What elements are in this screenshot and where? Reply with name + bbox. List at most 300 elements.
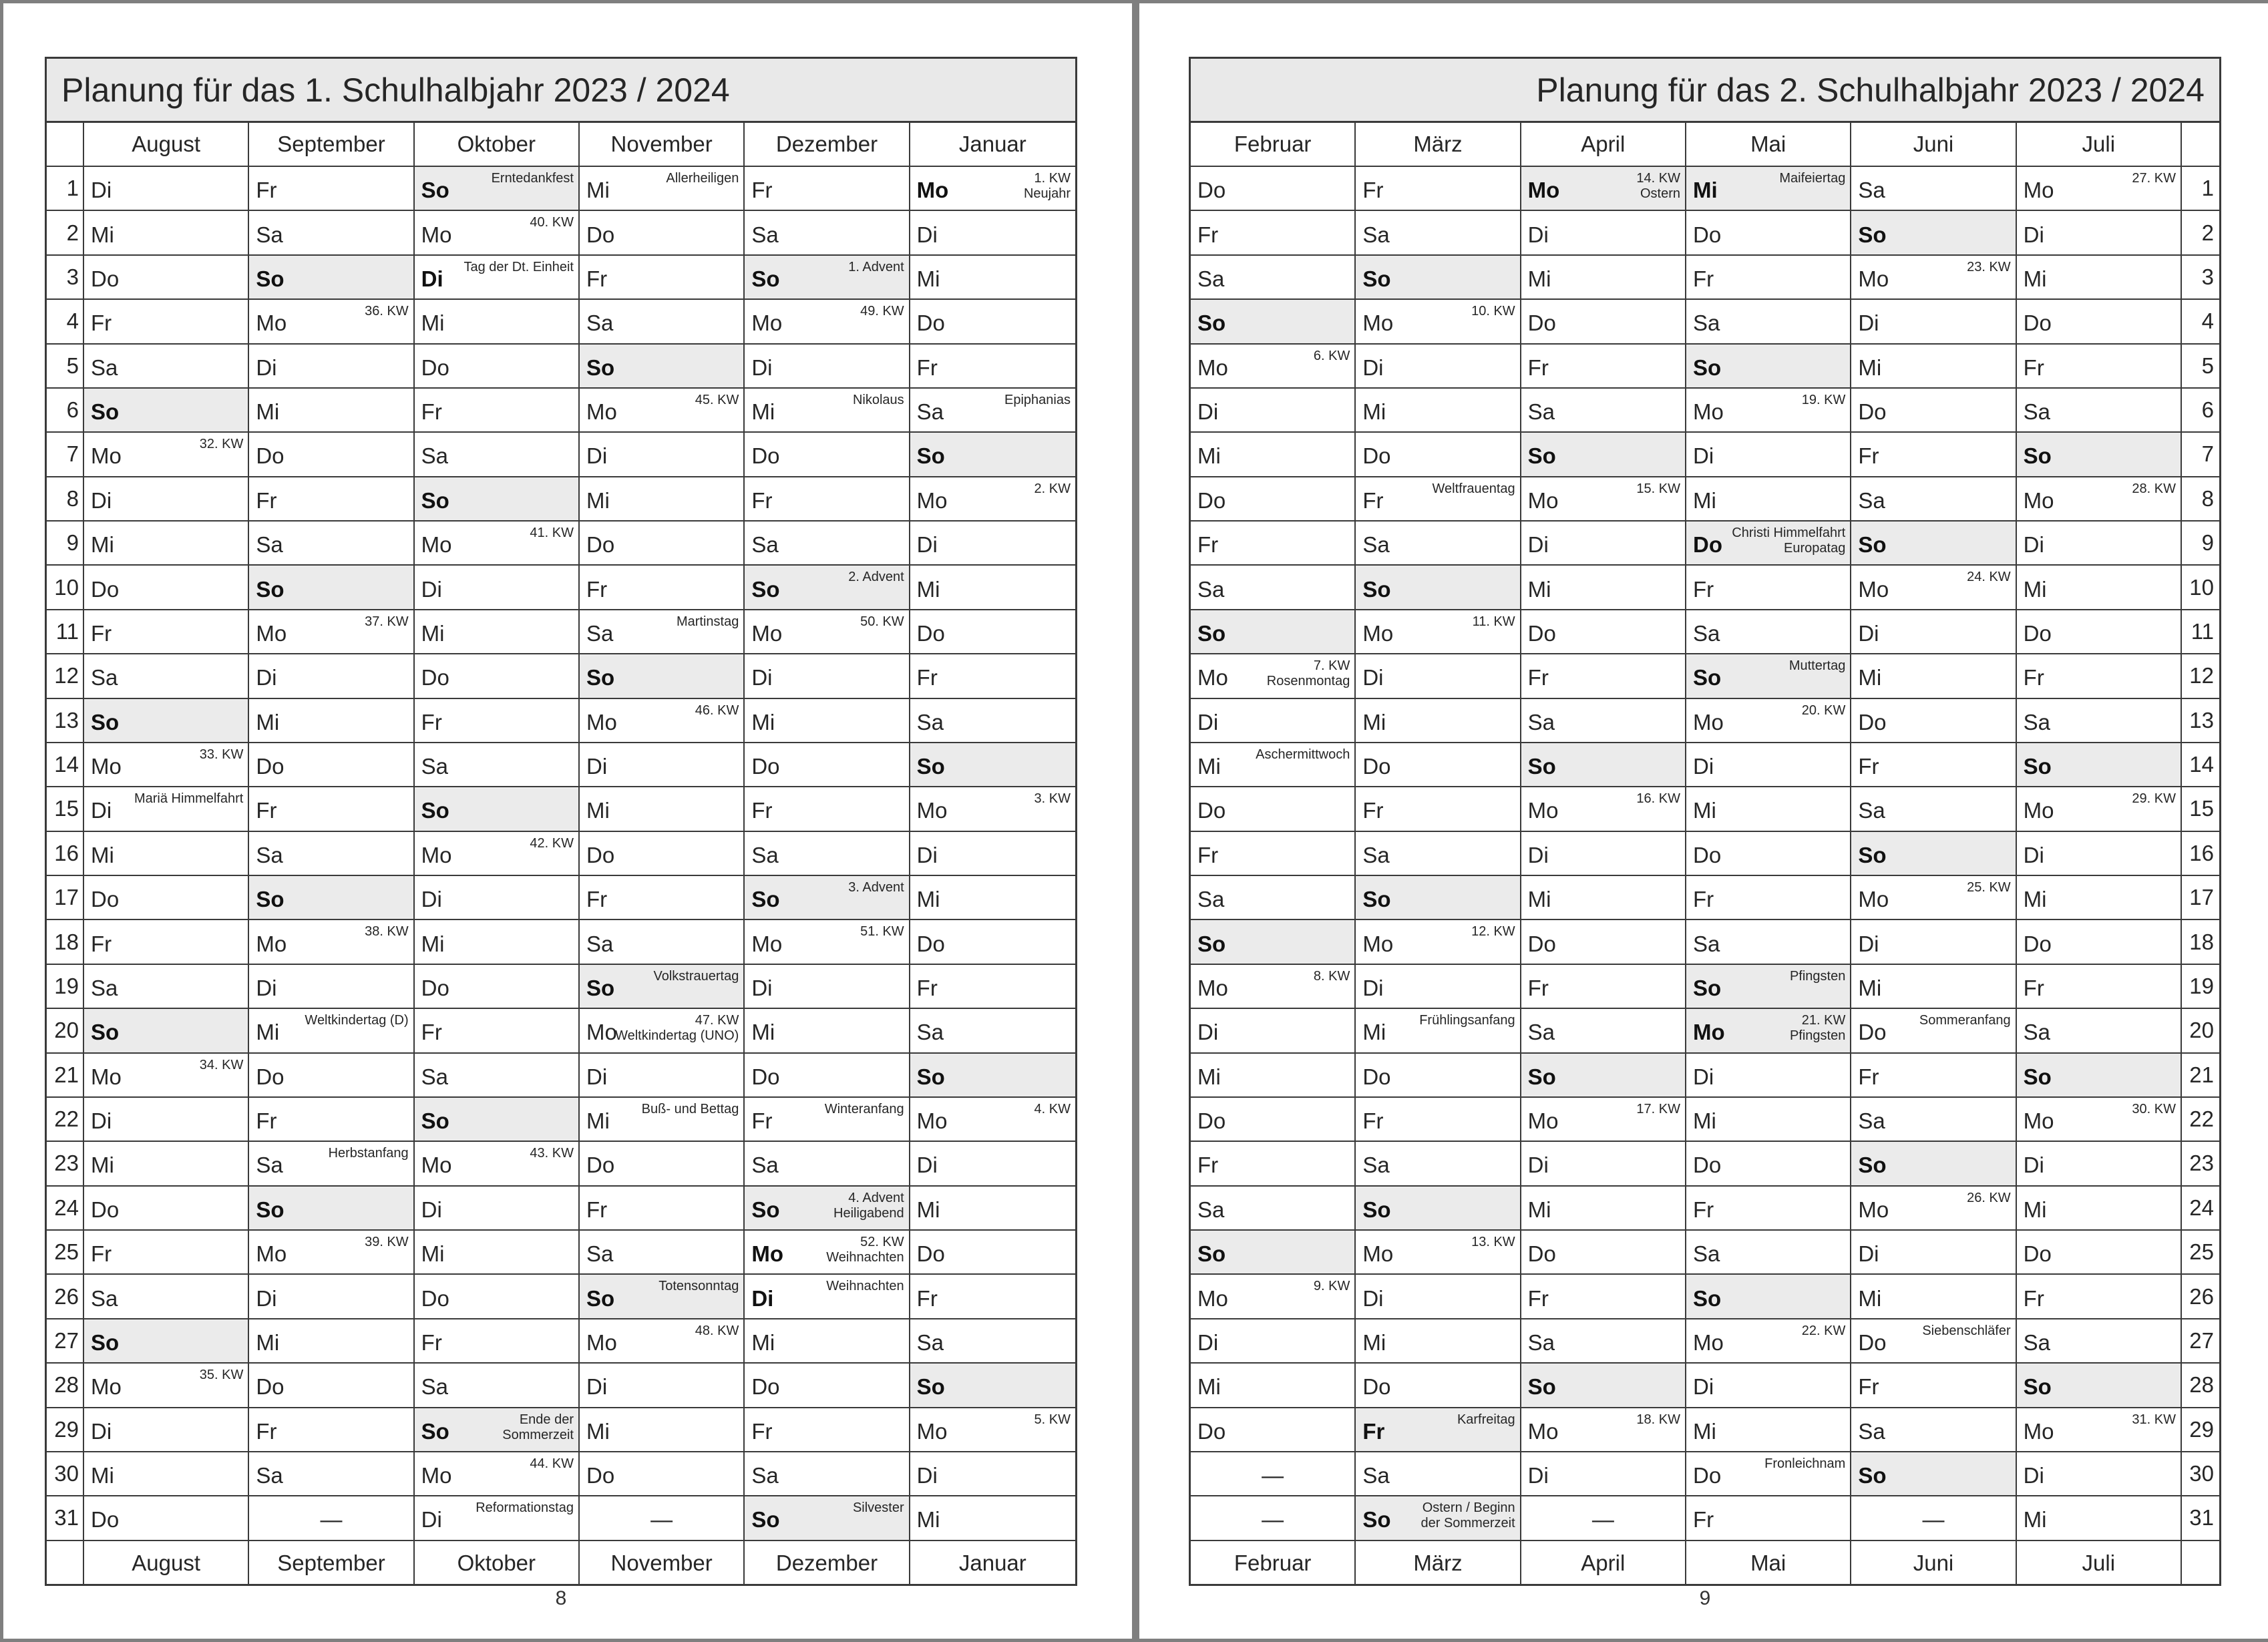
weekday-label: Do xyxy=(1362,443,1391,469)
weekday-label: Do xyxy=(256,754,285,779)
weekday-label: Mi xyxy=(916,1507,940,1532)
day-note: Reformationstag xyxy=(476,1500,574,1516)
weekday-label: Sa xyxy=(1692,620,1720,646)
weekday-label: Mi xyxy=(1197,1064,1221,1089)
weekday-label: Do xyxy=(751,1064,780,1089)
day-cell xyxy=(1521,389,1686,433)
day-cell xyxy=(745,610,910,654)
month-header: Juni xyxy=(1851,123,2016,167)
weekday-label: Mi xyxy=(1362,1329,1386,1355)
day-note: 3. Advent xyxy=(848,880,904,895)
day-cell xyxy=(910,1364,1075,1408)
weekday-label: Mo xyxy=(421,222,452,247)
day-cell xyxy=(745,743,910,787)
weekday-label: Di xyxy=(1362,355,1384,380)
day-cell xyxy=(1851,167,2016,211)
weekday-label: Fr xyxy=(1197,222,1219,247)
weekday-label: — xyxy=(320,1507,343,1532)
day-cell xyxy=(910,1187,1075,1231)
month-header: Juni xyxy=(1851,1541,2016,1585)
weekday-label: Sa xyxy=(421,443,449,469)
weekday-label: Mi xyxy=(1858,1285,1882,1311)
weekday-label: Mi xyxy=(751,1329,775,1355)
weekday-label: Sa xyxy=(256,532,283,558)
weekday-label: — xyxy=(650,1507,673,1532)
day-number: 7 xyxy=(47,433,84,477)
weekday-label: Sa xyxy=(1197,576,1225,602)
day-cell xyxy=(910,832,1075,876)
day-cell xyxy=(249,965,414,1009)
weekday-label: So xyxy=(1362,1507,1391,1532)
weekday-label: Mi xyxy=(421,620,445,646)
weekday-label: Do xyxy=(421,665,449,690)
weekday-label: Mo xyxy=(1692,399,1724,425)
day-note: 2. KW xyxy=(1034,481,1071,496)
weekday-label: So xyxy=(586,1285,615,1311)
day-number: 23 xyxy=(2182,1142,2219,1186)
weekday-label: So xyxy=(1362,576,1391,602)
day-cell xyxy=(415,566,580,610)
day-cell xyxy=(2017,743,2182,787)
day-cell xyxy=(1851,1408,2016,1452)
day-cell xyxy=(84,1231,249,1275)
weekday-label: Mi xyxy=(1362,399,1386,425)
day-cell xyxy=(1191,1098,1356,1142)
weekday-label: Mo xyxy=(2023,178,2054,203)
weekday-label: Do xyxy=(751,754,780,779)
day-cell xyxy=(1356,1054,1521,1098)
day-cell xyxy=(580,1408,745,1452)
day-cell xyxy=(1851,1364,2016,1408)
day-cell xyxy=(580,389,745,433)
weekday-label: So xyxy=(256,887,285,912)
weekday-label: So xyxy=(1858,842,1887,867)
day-cell xyxy=(84,787,249,831)
day-cell xyxy=(1686,832,1851,876)
weekday-label: Sa xyxy=(1527,399,1555,425)
day-cell xyxy=(580,477,745,522)
day-note: 28. KW xyxy=(2132,481,2176,496)
weekday-label: Mo xyxy=(1858,887,1889,912)
weekday-label: Mi xyxy=(91,1463,114,1488)
day-cell xyxy=(1851,654,2016,698)
day-number: 30 xyxy=(47,1452,84,1496)
weekday-label: Fr xyxy=(1692,1197,1714,1222)
weekday-label: Di xyxy=(751,975,773,1000)
day-cell xyxy=(1686,920,1851,964)
day-cell xyxy=(1686,1408,1851,1452)
day-cell xyxy=(249,256,414,300)
weekday-label: So xyxy=(751,266,780,291)
day-note: 11. KW xyxy=(1472,614,1515,629)
day-cell xyxy=(1686,1319,1851,1364)
day-number: 14 xyxy=(2182,743,2219,787)
day-cell xyxy=(415,1009,580,1053)
month-header: Februar xyxy=(1191,123,1356,167)
month-header: August xyxy=(84,1541,249,1585)
day-cell xyxy=(249,920,414,964)
weekday-label: Mo xyxy=(751,620,783,646)
day-cell xyxy=(2017,1319,2182,1364)
day-cell xyxy=(1191,211,1356,255)
weekday-label: Mi xyxy=(91,842,114,867)
weekday-label: Di xyxy=(916,1153,938,1178)
month-header: Februar xyxy=(1191,1541,1356,1585)
day-cell xyxy=(2017,699,2182,743)
weekday-label: Mo xyxy=(421,1463,452,1488)
day-cell xyxy=(1191,1408,1356,1452)
day-cell xyxy=(84,1408,249,1452)
day-note: Winteranfang xyxy=(824,1101,904,1116)
weekday-label: Di xyxy=(91,1418,112,1444)
day-cell xyxy=(2017,522,2182,566)
month-header: November xyxy=(580,1541,745,1585)
day-cell xyxy=(1356,211,1521,255)
weekday-label: Di xyxy=(256,355,277,380)
day-number: 23 xyxy=(47,1142,84,1186)
weekday-label: Fr xyxy=(586,887,608,912)
day-cell xyxy=(745,832,910,876)
weekday-label: Sa xyxy=(1362,1463,1390,1488)
day-cell xyxy=(1686,699,1851,743)
day-cell xyxy=(84,832,249,876)
day-cell xyxy=(1191,787,1356,831)
day-number: 9 xyxy=(2182,522,2219,566)
weekday-label: Fr xyxy=(256,1418,277,1444)
day-cell xyxy=(249,654,414,698)
weekday-label: So xyxy=(586,665,615,690)
day-cell xyxy=(910,211,1075,255)
weekday-label: Di xyxy=(586,1064,608,1089)
day-note: Volkstrauertag xyxy=(653,968,739,984)
weekday-label: Sa xyxy=(256,222,283,247)
day-cell xyxy=(415,610,580,654)
day-cell xyxy=(249,1054,414,1098)
day-cell xyxy=(910,743,1075,787)
day-note: 32. KW xyxy=(199,437,244,452)
day-number: 31 xyxy=(2182,1496,2219,1541)
weekday-label: Mo xyxy=(256,1241,287,1267)
day-note: 41. KW xyxy=(530,526,574,540)
day-cell xyxy=(580,345,745,389)
day-number: 26 xyxy=(2182,1275,2219,1319)
weekday-label: Fr xyxy=(586,1197,608,1222)
weekday-label: Mo xyxy=(1527,1108,1559,1134)
month-header: April xyxy=(1521,1541,1686,1585)
day-cell xyxy=(415,1054,580,1098)
day-cell xyxy=(1356,1408,1521,1452)
day-cell xyxy=(580,1275,745,1319)
day-cell xyxy=(745,1098,910,1142)
day-cell xyxy=(1191,920,1356,964)
day-note: Epiphanias xyxy=(1004,392,1071,407)
day-note: Karfreitag xyxy=(1457,1412,1515,1427)
day-cell xyxy=(1521,522,1686,566)
day-cell xyxy=(249,1009,414,1053)
weekday-label: Mo xyxy=(2023,1108,2054,1134)
day-note: 18. KW xyxy=(1636,1412,1680,1427)
weekday-label: Do xyxy=(2023,311,2052,336)
weekday-label: Di xyxy=(1692,1064,1714,1089)
month-header: März xyxy=(1356,123,1521,167)
day-cell xyxy=(580,965,745,1009)
day-number: 11 xyxy=(2182,610,2219,654)
weekday-label: So xyxy=(2023,1374,2052,1400)
day-number: 25 xyxy=(2182,1231,2219,1275)
weekday-label: Mi xyxy=(1362,1020,1386,1045)
day-cell xyxy=(2017,1054,2182,1098)
day-cell xyxy=(84,743,249,787)
day-cell xyxy=(1851,1187,2016,1231)
weekday-label: Mo xyxy=(916,1418,948,1444)
day-cell xyxy=(1851,256,2016,300)
day-cell xyxy=(415,965,580,1009)
day-cell xyxy=(1851,876,2016,920)
weekday-label: Sa xyxy=(2023,399,2051,425)
weekday-label: Fr xyxy=(1527,355,1549,380)
weekday-label: Mo xyxy=(2023,798,2054,823)
day-number: 29 xyxy=(47,1408,84,1452)
weekday-label: Mo xyxy=(256,620,287,646)
weekday-label: Do xyxy=(421,1285,449,1311)
day-cell xyxy=(84,211,249,255)
weekday-label: Do xyxy=(421,355,449,380)
day-cell xyxy=(580,1364,745,1408)
weekday-label: Mi xyxy=(91,532,114,558)
day-cell xyxy=(1521,920,1686,964)
day-cell xyxy=(2017,389,2182,433)
day-note: 30. KW xyxy=(2132,1101,2176,1116)
day-cell xyxy=(1851,433,2016,477)
weekday-label: So xyxy=(91,399,120,425)
weekday-label: Di xyxy=(1362,1285,1384,1311)
weekday-label: Do xyxy=(91,887,120,912)
weekday-label: Mo xyxy=(421,1153,452,1178)
day-cell xyxy=(580,920,745,964)
weekday-label: Fr xyxy=(1527,1285,1549,1311)
day-cell xyxy=(2017,1364,2182,1408)
day-cell xyxy=(1851,920,2016,964)
month-header: Januar xyxy=(910,123,1075,167)
weekday-label: Do xyxy=(1197,1418,1226,1444)
day-cell xyxy=(1851,211,2016,255)
day-cell xyxy=(415,1275,580,1319)
day-cell xyxy=(1851,1098,2016,1142)
day-cell xyxy=(1356,1452,1521,1496)
day-note: 26. KW xyxy=(1967,1190,2011,1205)
day-note: 46. KW xyxy=(695,702,739,718)
weekday-label: Di xyxy=(2023,532,2044,558)
weekday-label: Sa xyxy=(1527,1020,1555,1045)
day-number: 17 xyxy=(2182,876,2219,920)
day-cell xyxy=(580,1319,745,1364)
day-cell xyxy=(745,920,910,964)
weekday-label: Di xyxy=(1858,311,1879,336)
day-cell xyxy=(745,1054,910,1098)
day-cell xyxy=(84,300,249,344)
day-cell xyxy=(1191,477,1356,522)
weekday-label: Mi xyxy=(1692,487,1716,513)
day-cell xyxy=(1191,965,1356,1009)
day-cell xyxy=(2017,965,2182,1009)
day-cell xyxy=(249,167,414,211)
weekday-label: Sa xyxy=(256,1463,283,1488)
day-cell xyxy=(1851,1009,2016,1053)
weekday-label: Do xyxy=(751,443,780,469)
weekday-label: Mi xyxy=(916,576,940,602)
weekday-label: Do xyxy=(1362,1064,1391,1089)
day-cell xyxy=(2017,1452,2182,1496)
weekday-label: Sa xyxy=(1858,487,1885,513)
weekday-label: Do xyxy=(1858,709,1887,735)
weekday-label: Mi xyxy=(2023,266,2047,291)
day-note: 35. KW xyxy=(199,1368,244,1383)
day-cell xyxy=(1356,1098,1521,1142)
day-cell xyxy=(84,566,249,610)
day-cell xyxy=(415,920,580,964)
day-note: 4. Advent Heiligabend xyxy=(833,1190,904,1221)
day-cell xyxy=(1686,1364,1851,1408)
day-cell xyxy=(1191,654,1356,698)
day-cell xyxy=(84,1452,249,1496)
weekday-label: Mo xyxy=(751,931,783,956)
weekday-label: Di xyxy=(586,1374,608,1400)
day-note: 16. KW xyxy=(1636,791,1680,807)
day-cell xyxy=(84,477,249,522)
day-note: Weltkindertag (D) xyxy=(305,1013,409,1028)
day-cell xyxy=(84,1098,249,1142)
day-cell xyxy=(1191,566,1356,610)
weekday-label: So xyxy=(586,975,615,1000)
day-note: 34. KW xyxy=(199,1057,244,1072)
weekday-label: Di xyxy=(421,576,442,602)
day-cell xyxy=(1191,743,1356,787)
day-number: 20 xyxy=(2182,1009,2219,1053)
day-cell xyxy=(580,699,745,743)
weekday-label: Di xyxy=(1527,1153,1549,1178)
weekday-label: Mi xyxy=(1692,178,1718,203)
weekday-label: Sa xyxy=(1858,1418,1885,1444)
day-cell xyxy=(1521,477,1686,522)
day-note: 10. KW xyxy=(1471,304,1515,319)
weekday-label: Mo xyxy=(586,1329,617,1355)
day-note: 13. KW xyxy=(1471,1235,1515,1249)
day-number: 18 xyxy=(47,920,84,964)
weekday-label: Fr xyxy=(91,1241,112,1267)
day-number: 1 xyxy=(47,167,84,211)
weekday-label: Mi xyxy=(1197,754,1221,779)
weekday-label: Sa xyxy=(2023,709,2051,735)
day-cell xyxy=(745,876,910,920)
day-number: 25 xyxy=(47,1231,84,1275)
weekday-label: Fr xyxy=(916,355,938,380)
day-note: Sommeranfang xyxy=(1919,1013,2011,1028)
day-cell xyxy=(1521,654,1686,698)
weekday-label: Di xyxy=(421,266,443,291)
day-cell xyxy=(1851,300,2016,344)
day-cell xyxy=(745,477,910,522)
weekday-label: Di xyxy=(586,443,608,469)
weekday-label: Sa xyxy=(916,399,944,425)
day-cell xyxy=(1521,1364,1686,1408)
weekday-label: Di xyxy=(1692,1374,1714,1400)
day-cell xyxy=(1686,743,1851,787)
day-note: 50. KW xyxy=(860,614,904,629)
weekday-label: So xyxy=(751,887,780,912)
day-note: 4. KW xyxy=(1034,1101,1071,1116)
day-number: 4 xyxy=(47,300,84,344)
day-cell xyxy=(84,1319,249,1364)
day-cell xyxy=(1686,389,1851,433)
day-cell xyxy=(1686,654,1851,698)
weekday-label: So xyxy=(1527,754,1556,779)
day-cell xyxy=(84,345,249,389)
weekday-label: Do xyxy=(91,266,120,291)
month-header: Mai xyxy=(1686,1541,1851,1585)
day-cell xyxy=(1851,1054,2016,1098)
weekday-label: Do xyxy=(916,931,945,956)
day-note: Fronleichnam xyxy=(1764,1456,1846,1471)
day-note: 15. KW xyxy=(1636,481,1680,496)
day-cell xyxy=(2017,433,2182,477)
weekday-label: Do xyxy=(1858,399,1887,425)
day-cell xyxy=(1191,1187,1356,1231)
weekday-label: Sa xyxy=(1858,798,1885,823)
weekday-label: Di xyxy=(1858,1241,1879,1267)
day-cell xyxy=(1521,832,1686,876)
day-number: 19 xyxy=(2182,965,2219,1009)
weekday-label: Fr xyxy=(91,620,112,646)
day-cell xyxy=(249,1408,414,1452)
day-cell xyxy=(1851,610,2016,654)
day-cell xyxy=(1356,566,1521,610)
weekday-label: Di xyxy=(916,1463,938,1488)
day-cell xyxy=(2017,1098,2182,1142)
day-cell xyxy=(415,256,580,300)
weekday-label: Do xyxy=(1858,1020,1887,1045)
day-cell xyxy=(2017,211,2182,255)
day-note: 39. KW xyxy=(365,1235,409,1249)
weekday-label: So xyxy=(1362,266,1391,291)
day-number: 8 xyxy=(47,477,84,522)
day-cell xyxy=(1686,1496,1851,1541)
day-cell xyxy=(1191,1496,1356,1541)
day-number: 6 xyxy=(2182,389,2219,433)
day-cell xyxy=(415,1452,580,1496)
day-note: 42. KW xyxy=(530,835,574,851)
day-cell xyxy=(1521,566,1686,610)
day-note: 2. Advent xyxy=(848,570,904,585)
weekday-label: Do xyxy=(1362,1374,1391,1400)
day-cell xyxy=(1356,1496,1521,1541)
weekday-label: Di xyxy=(1692,754,1714,779)
day-note: 21. KW Pfingsten xyxy=(1789,1013,1846,1044)
weekday-label: Mi xyxy=(91,222,114,247)
day-number: 12 xyxy=(2182,654,2219,698)
weekday-label: Sa xyxy=(1692,311,1720,336)
day-note: Ostern / Beginn der Sommerzeit xyxy=(1421,1500,1515,1531)
weekday-label: — xyxy=(1262,1463,1284,1488)
day-number: 26 xyxy=(47,1275,84,1319)
weekday-label: Do xyxy=(586,532,615,558)
day-cell xyxy=(1356,1319,1521,1364)
weekday-label: Do xyxy=(421,975,449,1000)
weekday-label: Fr xyxy=(256,178,277,203)
day-cell xyxy=(1521,965,1686,1009)
weekday-label: So xyxy=(256,576,285,602)
day-cell xyxy=(1191,1231,1356,1275)
weekday-label: Di xyxy=(91,178,112,203)
